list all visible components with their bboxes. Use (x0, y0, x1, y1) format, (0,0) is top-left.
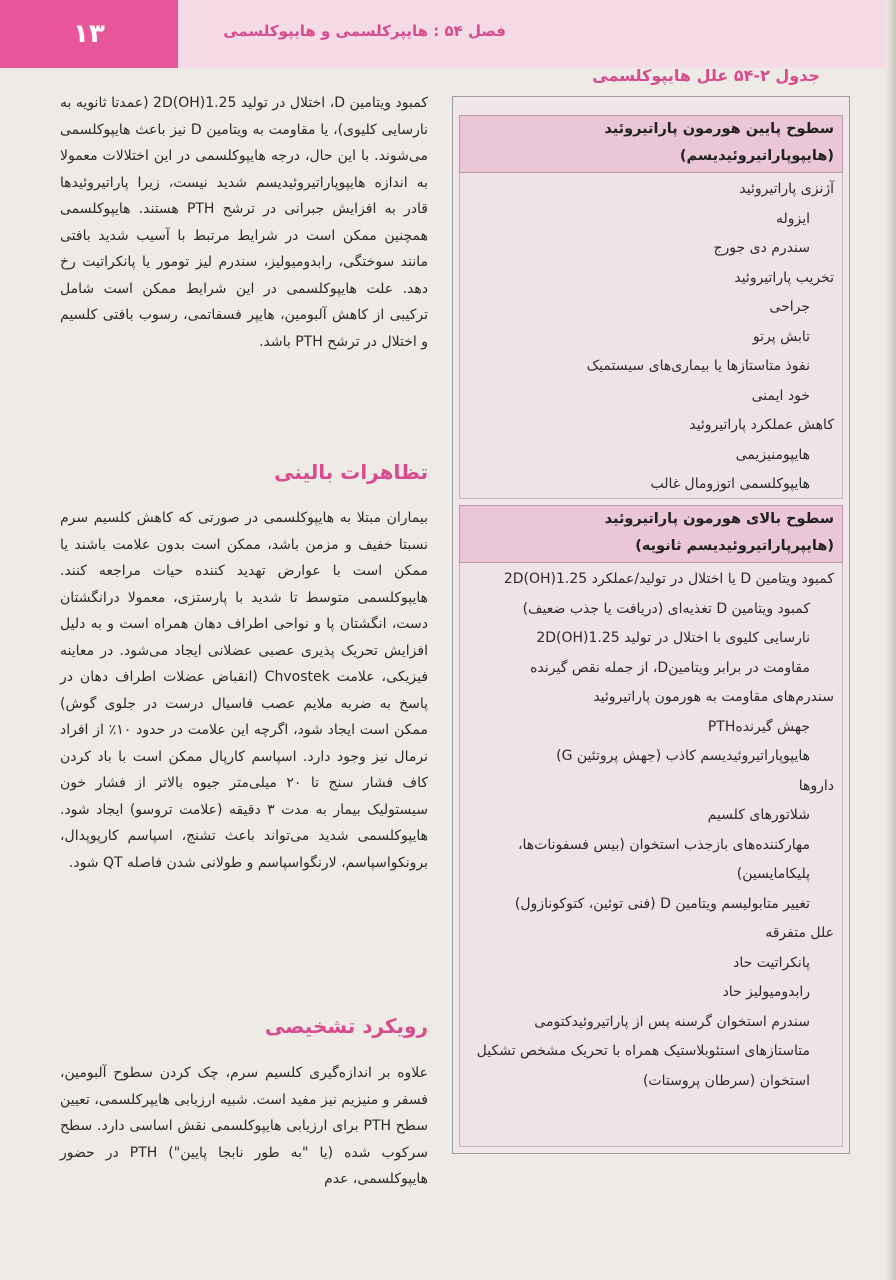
table-item: نفوذ متاستازها یا بیماری‌های سیستمیک (586, 358, 810, 374)
table-item: تغییر متابولیسم ویتامین D (فنی توئین، کتوکونازول) (514, 895, 810, 912)
causes-table (452, 96, 850, 1154)
table-item: آژنزی پاراتیروئید (739, 181, 834, 197)
chapter-title: فصل ۵۴ : هایپرکلسمی و هایپوکلسمی (223, 22, 506, 40)
table-item: داروها (798, 777, 834, 794)
table-item: کمبود ویتامین D یا اختلال در تولید/عملکرد 1.25(OH)2D (503, 571, 834, 587)
table-item: هایپومنیزیمی (735, 446, 810, 463)
table-item: خود ایمنی (751, 387, 810, 404)
table-item: شلاتورهای کلسیم (707, 807, 810, 823)
table-item: هایپوپاراتیروئیدیسم کاذب (جهش پروتئین G) (556, 748, 810, 764)
table-item: تابش پرتو (752, 328, 810, 345)
table-item: جهش گیرندهPTH (707, 718, 810, 735)
table-item: ایزوله (775, 210, 810, 227)
table-item: پانکراتیت حاد (733, 954, 810, 971)
table-item: هایپوکلسمی اتوزومال غالب (650, 476, 810, 492)
table-item: کاهش عملکرد پاراتیروئید (689, 417, 834, 433)
table-item: مقاومت در برابر ویتامینD، از جمله نقص گیرنده (530, 659, 810, 676)
table-group-body-high-pth (459, 563, 843, 1147)
table-group-header-low-pth: سطوح پایین هورمون پاراتیروئید (هایپوپاراتیروئیدیسم) (459, 115, 843, 173)
clinical-paragraph: بیماران مبتلا به هایپوکلسمی در صورتی که کاهش کلسیم سرم نسبتا خفیف و مزمن باشد، ممکن است بدون علامت باشند یا ممکن است با عوارض تهدید کننده حیات مراجعه کنند. هایپوکلسمی متوسط تا شدید با پارستزی، معمولا درانگشتان دست، انگشتان پا و نواحی اطراف دهان همراه است و به دلیل افزایش تحریک پذیری عصبی عضلانی ایجاد می‌شود. در معاینه فیزیکی، علامت Chvostek (انقباض عضلات اطراف دهان در پاسخ به ضربه ملایم عصب فاسیال درست در جلوی گوش) ممکن است ایجاد شود، اگرچه این علامت در حدود ۱۰٪ از افراد نرمال نیز وجود دارد. اسپاسم کارپال ممکن است با باد کردن کاف فشار سنج تا ۲۰ میلی‌متر جیوه بالاتر از فشار خون سیستولیک بیمار به مدت ۳ دقیقه (علامت تروسو) ایجاد شود. هایپوکلسمی شدید می‌تواند باعث تشنج، اسپاسم کارپوپدال، برونکواسپاسم، لارنگواسپاسم و طولانی شدن فاصله QT شود. (60, 510, 429, 871)
intro-paragraph: کمبود ویتامین D، اختلال در تولید 1.25(OH)2D (عمدتا ثانویه به نارسایی کلیوی)، یا مقاومت به ویتامین D نیز باعث هایپوکلسمی می‌شوند. با این حال، درجه هایپوکلسمی در این اختلالات معمولا به اندازه هایپوپاراتیروئیدیسم شدید نیست، زیرا پاراتیروئیدها قادر به افزایش جبرانی در ترشح PTH هستند. هایپوکلسمی همچنین ممکن است در شرایط مرتبط با آسیب شدید بافتی مانند سوختگی، رابدومیولیز، سندرم لیز تومور یا پانکراتیت رخ دهد. علت هایپوکلسمی در این شرایط ممکن است شامل ترکیبی از کاهش آلبومین، هایپر فسفاتمی، رسوب بافتی کلسیم و اختلال در ترشح PTH باشد. (60, 95, 429, 350)
page-binding-edge (886, 0, 896, 1280)
table-item: سندرم‌های مقاومت به هورمون پاراتیروئید (593, 689, 834, 705)
table-item: کمبود ویتامین D تغذیه‌ای (دریافت یا جذب ضعیف) (522, 600, 810, 617)
section-title-diagnosis: رویکرد تشخیصی (264, 1014, 428, 1038)
section-title-clinical: تظاهرات بالینی (274, 460, 428, 484)
table-item: مهارکننده‌های بازجذب استخوان (بیس فسفونات‌ها، پلیکامایسین) (517, 836, 810, 882)
diagnosis-paragraph: علاوه بر اندازه‌گیری کلسیم سرم، چک کردن سطوح آلبومین، فسفر و منیزیم نیز مفید است. شبیه ارزیابی هایپرکلسمی، تعیین سطح PTH برای ارزیابی هایپوکلسمی نقش اساسی دارد. سطح سرکوب شده (یا "به طور نابجا پایین") PTH در حضور هایپوکلسمی، عدم (60, 1065, 429, 1187)
page-number: ۱۳ (0, 0, 178, 68)
table-item: جراحی (769, 299, 810, 315)
table-item: سندرم دی جورج (713, 240, 810, 256)
table-caption: جدول ۲-۵۴ علل هایپوکلسمی (592, 66, 820, 85)
table-item: نارسایی کلیوی با اختلال در تولید 1.25(OH)2D (536, 630, 810, 646)
table-group-header-high-pth: سطوح بالای هورمون پاراتیروئید (هایپرپاراتیروئیدیسم ثانویه) (459, 505, 843, 563)
table-item: علل متفرقه (765, 925, 834, 941)
table-group-body-low-pth (459, 173, 843, 499)
table-item: تخریب پاراتیروئید (734, 269, 834, 286)
table-item: رابدومیولیز حاد (722, 984, 810, 1000)
page-header (0, 0, 896, 68)
table-item: سندرم استخوان گرسنه پس از پاراتیروئیدکتومی (534, 1013, 810, 1030)
table-item: متاستازهای استئوبلاستیک همراه با تحریک مشخص تشکیل استخوان (سرطان پروستات) (476, 1043, 810, 1089)
